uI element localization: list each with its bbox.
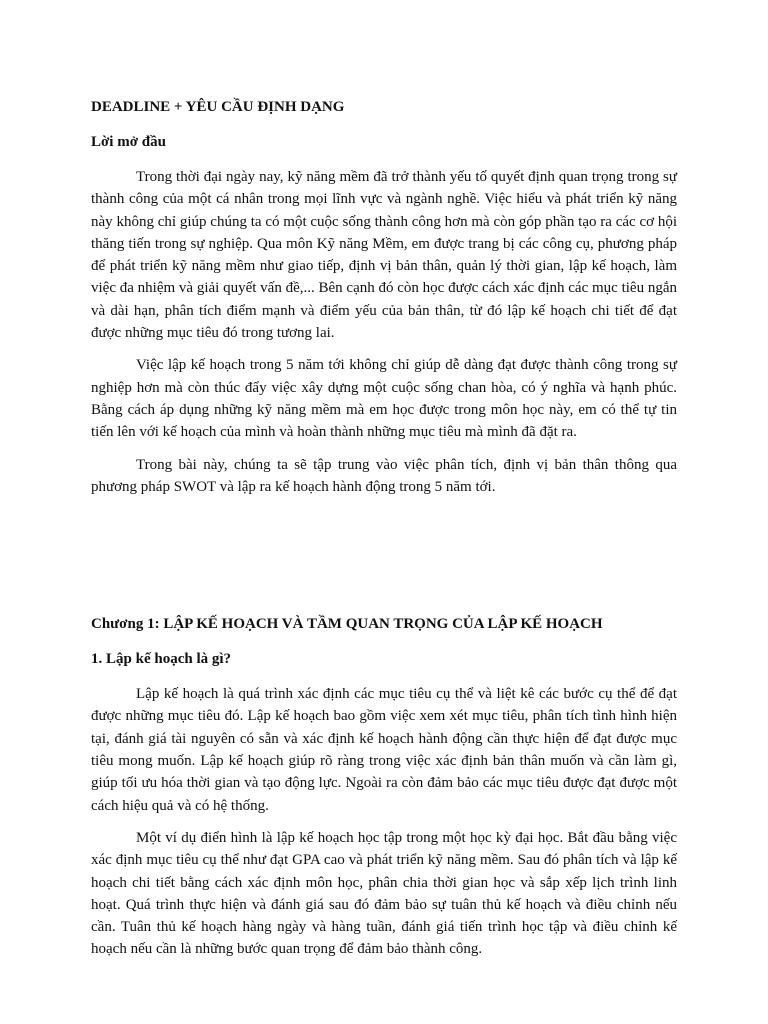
chapter-1-paragraph-1: Lập kế hoạch là quá trình xác định các mục tiêu cụ thể và liệt kê các bước cụ thể để đạt được những mục tiêu đó. Lập kế hoạch bao gồm việc xem xét mục tiêu, phân tích tình hình hiện tại, đánh giá tài nguyên có sẵn và xác định kế hoạch hành động cần thực hiện để đạt được mục tiêu mong muốn. Lập kế hoạch giúp rõ ràng trong việc xác định bản thân muốn và cần làm gì, giúp tối ưu hóa thời gian và tạo động lực. Ngoài ra còn đảm bảo các mục tiêu được đạt được một cách hiệu quả và có hệ thống.	[91, 686, 677, 814]
section-spacer	[91, 508, 677, 613]
document-body	[91, 96, 677, 971]
intro-paragraph-1: Trong thời đại ngày nay, kỹ năng mềm đã trở thành yếu tố quyết định quan trọng trong sự thành công của một cá nhân trong mọi lĩnh vực và ngành nghề. Việc hiểu và phát triển kỹ năng này không chỉ giúp chúng ta có một cuộc sống thành công hơn mà còn góp phần tạo ra các cơ hội thăng tiến trong sự nghiệp. Qua môn Kỹ năng Mềm, em được trang bị các công cụ, phương pháp để phát triển kỹ năng mềm như giao tiếp, định vị bản thân, quản lý thời gian, lập kế hoạch, làm việc đa nhiệm và giải quyết vấn đề,... Bên cạnh đó còn học được cách xác định các mục tiêu ngắn và dài hạn, phân tích điểm mạnh và điểm yếu của bản thân, từ đó lập kế hoạch chi tiết để đạt được những mục tiêu đó trong tương lai.	[91, 169, 677, 342]
document-title: DEADLINE + YÊU CẦU ĐỊNH DẠNG	[91, 99, 345, 115]
chapter-1-title: Chương 1: LẬP KẾ HOẠCH VÀ TẦM QUAN TRỌNG CỦA LẬP KẾ HOẠCH	[91, 616, 603, 633]
chapter-1-paragraph-2: Một ví dụ điển hình là lập kế hoạch học tập trong một học kỳ đại học. Bắt đầu bằng việc xác định mục tiêu cụ thể như đạt GPA cao và phát triển kỹ năng mềm. Sau đó phân tích và lập kế hoạch chi tiết bằng cách xác định môn học, phân chia thời gian học và sắp xếp lịch trình linh hoạt. Quá trình thực hiện và đánh giá sau đó đảm bảo sự tuân thủ kế hoạch và điều chỉnh nếu cần. Tuân thủ kế hoạch hàng ngày và hàng tuần, đánh giá tiến trình học tập và điều chỉnh kế hoạch nếu cần là những bước quan trọng để đảm bảo thành công.	[91, 829, 677, 958]
intro-paragraph-2: Việc lập kế hoạch trong 5 năm tới không chỉ giúp dễ dàng đạt được thành công trong sự nghiệp hơn mà còn thúc đẩy việc xây dựng một cuộc sống chan hòa, có ý nghĩa và hạnh phúc. Bằng cách áp dụng những kỹ năng mềm mà em học được trong môn học này, em có thể tự tin tiến lên với kế hoạch của mình và hoàn thành những mục tiêu mà mình đã đặt ra.	[91, 357, 677, 441]
section-1-title: 1. Lập kế hoạch là gì?	[91, 651, 232, 668]
intro-heading: Lời mở đầu	[91, 134, 166, 150]
intro-paragraph-3: Trong bài này, chúng ta sẽ tập trung vào việc phân tích, định vị bản thân thông qua phương pháp SWOT và lập ra kế hoạch hành động trong 5 năm tới.	[91, 456, 677, 495]
